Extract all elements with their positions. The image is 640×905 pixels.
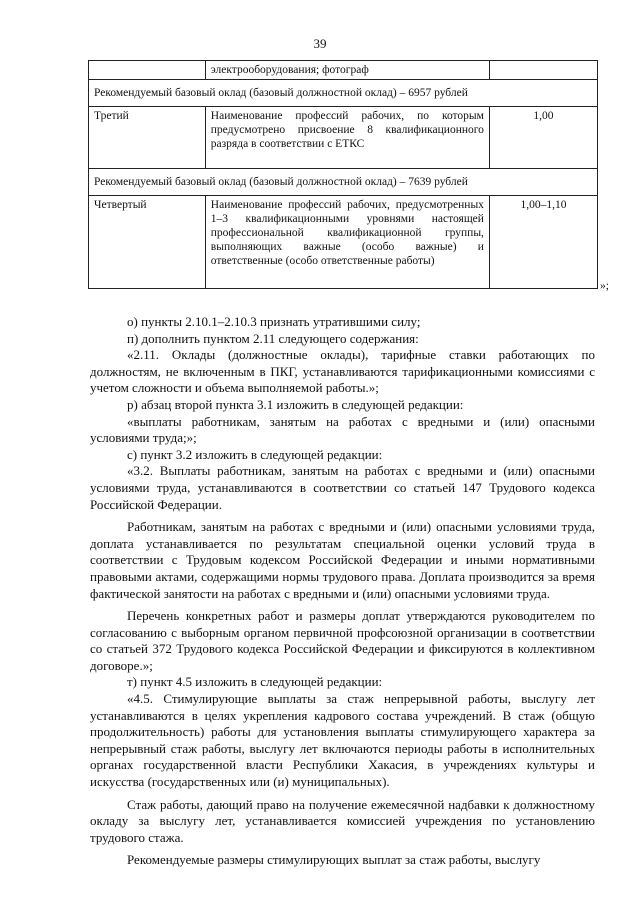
table-row-salary	[89, 80, 598, 107]
table-row-salary	[89, 169, 598, 196]
paragraph: Работникам, занятым на работах с вредными и (или) опасными условиями труда, доплата устанавливается по результатам специальной оценки условий труда в соответствии с Трудовым кодексом Российской Федерации и иными нормативными правовыми актами, содержащими нормы трудового права. Доплата производится за время фактической занятости на работах с вредными и (или) опасными условиями труда.	[90, 519, 595, 601]
paragraph: р) абзац второй пункта 3.1 изложить в следующей редакции:	[127, 396, 464, 412]
document-body	[90, 314, 595, 869]
page-number: 39	[313, 36, 327, 51]
table-cell-level	[89, 61, 206, 80]
table-cell-coefficient: 1,00–1,10	[489, 196, 597, 289]
table-row	[89, 61, 598, 80]
paragraph: «4.5. Стимулирующие выплаты за стаж непрерывной работы, выслугу лет устанавливаются в целях укрепления кадрового состава учреждений. В стаж (общую продолжительность) работы для установления выплаты стимулирующего характера за непрерывный стаж работы, выслугу лет включаются периоды работы в исполнительных органах государственной власти Республики Хакасия, в учреждениях культуры и искусства (государственных или (и) муниципальных).	[90, 691, 595, 790]
paragraph: Стаж работы, дающий право на получение ежемесячной надбавки к должностному окладу за выслугу лет, устанавливается комиссией учреждения по установлению трудового стажа.	[90, 796, 595, 845]
table-cell-level: Третий	[89, 107, 206, 169]
paragraph: п) дополнить пунктом 2.11 следующего содержания:	[127, 330, 419, 346]
table-cell-description: Наименование профессий рабочих, по которым предусмотрено присвоение 8 квалификационного разряда в соответствии с ЕТКС	[205, 107, 489, 169]
table-cell-description: электрооборудования; фотограф	[205, 61, 489, 80]
paragraph: с) пункт 3.2 изложить в следующей редакции:	[127, 446, 383, 462]
closing-quote: »;	[600, 280, 609, 292]
paragraph: «3.2. Выплаты работникам, занятым на работах с вредными и (или) опасными условиями труда, устанавливаются в соответствии со статьей 147 Трудового кодекса Российской Федерации.	[90, 463, 595, 512]
table-row	[89, 107, 598, 169]
paragraph: Рекомендуемые размеры стимулирующих выплат за стаж работы, выслугу	[127, 852, 541, 868]
table-cell-level: Четвертый	[89, 196, 206, 289]
table-cell-coefficient: 1,00	[489, 107, 597, 169]
paragraph: «выплаты работникам, занятым на работах с вредными и (или) опасными условиями труда;»;	[90, 413, 595, 446]
salary-note: Рекомендуемый базовый оклад (базовый должностной оклад) – 6957 рублей	[89, 80, 598, 107]
paragraph: т) пункт 4.5 изложить в следующей редакции:	[127, 674, 383, 690]
paragraph: о) пункты 2.10.1–2.10.3 признать утратившими силу;	[127, 314, 421, 329]
salary-note: Рекомендуемый базовый оклад (базовый должностной оклад) – 7639 рублей	[89, 169, 598, 196]
table-row	[89, 196, 598, 289]
table-cell-description: Наименование профессий рабочих, предусмотренных 1–3 квалификационными уровнями настоящей профессиональной квалификационной группы, выполняющих важные (особо важные) и ответственные (особо ответственные работы)	[205, 196, 489, 289]
table-cell-coefficient	[489, 61, 597, 80]
paragraph: «2.11. Оклады (должностные оклады), тарифные ставки работающих по должностям, не включенным в ПКГ, устанавливаются тарификационными комиссиями с учетом сложности и объема выполняемой работы.»;	[90, 347, 595, 396]
paragraph: Перечень конкретных работ и размеры доплат утверждаются руководителем по согласованию с выборным органом первичной профсоюзной организации в соответствии со статьей 372 Трудового кодекса Российской Федерации и фиксируются в коллективном договоре.»;	[90, 608, 595, 673]
qualification-table	[88, 60, 598, 289]
